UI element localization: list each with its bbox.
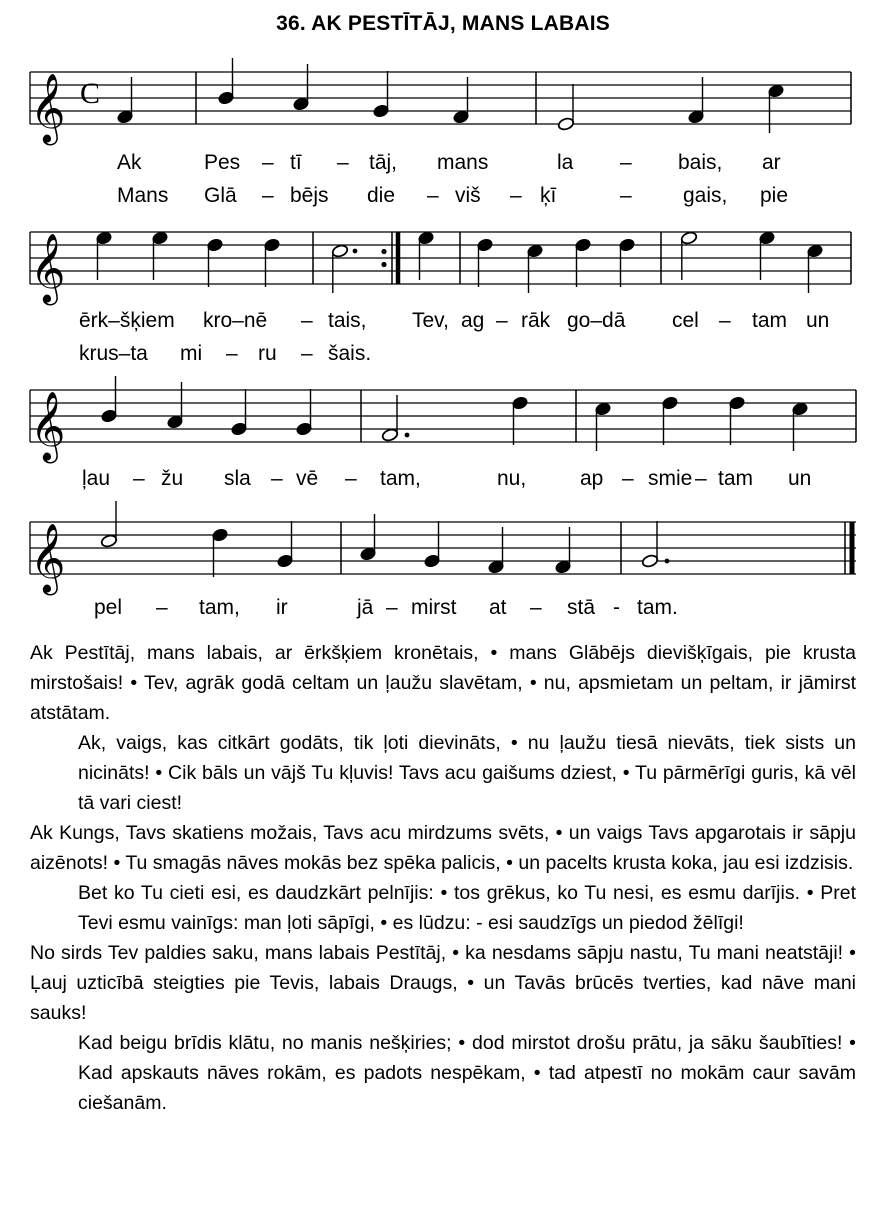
note [807,244,824,293]
note [680,231,698,280]
lyric-syllable: ērk–šķiem [79,309,175,332]
verse-6: Kad beigu brīdis klātu, no manis nešķiries; • dod mirstot drošu prātu, ja sāku šaubīties! • Kad apskauts nāves rokām, es padots nespēkam, • tad atpestī no mokām caur savām ciešanām. [78,1032,856,1114]
note [453,77,470,124]
verses [30,638,856,1118]
lyric-syllable: – [719,309,731,332]
notes [100,501,669,577]
note [424,521,441,568]
lyric-syllable: cel [672,309,699,332]
staff-lines [30,72,851,124]
note [96,231,113,280]
lyric-syllable: – [156,596,168,619]
staff-system-4 [0,500,886,600]
note [759,231,776,280]
note [207,238,224,287]
lyric-syllable: ap [580,467,604,490]
note [212,528,229,577]
note [360,514,377,561]
lyric-syllable: Tev, [412,309,449,332]
note [152,231,169,280]
lyric-syllable: – [386,596,398,619]
lyric-syllable: tam. [637,596,678,619]
lyric-syllable: Mans [117,184,169,207]
note [768,84,785,133]
lyric-line [0,184,886,210]
lyric-line [0,151,886,177]
note [477,238,494,287]
lyric-syllable: stā [567,596,596,619]
lyric-syllable: tī [290,151,302,174]
staff-system-2 [0,210,886,310]
staff-system-3 [0,368,886,468]
lyric-syllable: – [301,309,313,332]
note [662,396,679,445]
lyric-syllable: ru [258,342,277,365]
treble-clef-icon: 𝄞 [30,523,66,593]
lyric-syllable: - [613,596,620,619]
lyric-syllable: kro–nē [203,309,268,332]
lyric-syllable: die [367,184,396,207]
lyric-syllable: tam, [199,596,240,619]
notes [101,376,809,451]
lyric-syllable: – [337,151,349,174]
treble-clef-icon: 𝄞 [30,233,66,303]
note [641,521,669,568]
staff-system-1 [0,50,886,150]
lyric-syllable: rāk [521,309,551,332]
lyric-syllable: – [427,184,439,207]
lyric-syllable: at [489,596,507,619]
lyric-syllable: mi [180,342,203,365]
lyric-line [0,342,886,368]
lyric-syllable: nu, [497,467,527,490]
note [167,382,184,429]
staff-lines [30,522,856,574]
lyric-syllable: jā [357,596,374,619]
verse-1: Ak Pestītāj, mans labais, ar ērkšķiem kronētais, • mans Glābējs dievišķīgais, pie krusta mirstošais! • Tev, agrāk godā celtam un ļaužu slavētam, • nu, apsmietam un peltam, ir jāmirst atstātam. [30,642,856,724]
lyric-syllable: pie [760,184,789,207]
lyric-syllable: – [133,467,145,490]
lyric-syllable: – [271,467,283,490]
note [331,244,357,293]
lyric-syllable: – [262,184,274,207]
lyric-syllable: – [226,342,238,365]
verse-2: Ak, vaigs, kas citkārt godāts, tik ļoti dievināts, • nu ļaužu tiesā nievāts, tiek sists un nicināts! • Cik bāls un vājš Tu kļuvis! Tavs acu gaišums dziest, • Tu pārmērīgi guris, kā vēl tā vari ciest! [78,732,856,814]
lyric-syllable: tais, [328,309,367,332]
lyric-syllable: smie [648,467,693,490]
lyric-syllable: go–dā [567,309,626,332]
note [381,395,409,442]
lyric-syllable: krus–ta [79,342,148,365]
lyric-syllable: ķī [540,184,557,207]
lyric-syllable: tam, [380,467,421,490]
lyric-syllable: viš [455,184,481,207]
staff-lines [30,390,856,442]
lyric-syllable: – [262,151,274,174]
lyric-syllable: šais. [328,342,372,365]
note [555,527,572,574]
lyric-syllable: tam [752,309,788,332]
verse-4: Bet ko Tu cieti esi, es daudzkārt pelnījis: • tos grēkus, ko Tu nesi, es esmu darījis. • Pret Tevi esmu vainīgs: man ļoti sāpīgi, • es lūdzu: - esi saudzīgs un piedod žēlīgi! [78,882,856,934]
lyric-syllable: Glā [204,184,237,207]
lyric-syllable: – [695,467,707,490]
note [373,71,390,118]
lyric-syllable: mirst [411,596,457,619]
lyric-syllable: gais, [683,184,728,207]
lyric-syllable: tam [718,467,754,490]
note [100,501,118,548]
note [575,238,592,287]
lyric-line [0,596,886,622]
lyric-line [0,467,886,493]
hymn-title: 36. AK PESTĪTĀJ, MANS LABAIS [276,12,610,35]
note [527,244,544,293]
note [688,77,705,124]
note [277,521,294,568]
time-signature: C [80,77,101,110]
note [218,58,235,105]
lyric-syllable: – [510,184,522,207]
lyric-syllable: žu [161,467,184,490]
verse-5: No sirds Tev paldies saku, mans labais Pestītāj, • ka nesdams sāpju nastu, Tu mani neatstāji! • Ļauj uzticībā steigties pie Tevis, labais Draugs, • un Tavās brūcēs tverties, kad nāve mani sauks! [30,942,856,1024]
note [418,231,435,280]
note [557,84,575,131]
lyric-line [0,309,886,335]
lyric-syllable: – [622,467,634,490]
note [512,396,529,445]
note [117,77,134,124]
note [619,238,636,287]
lyric-syllable: Pes [204,151,241,174]
lyric-syllable: bējs [290,184,329,207]
lyric-syllable: – [301,342,313,365]
lyric-syllable: un [806,309,830,332]
lyric-syllable: – [530,596,542,619]
note [264,238,281,287]
lyric-syllable: – [496,309,508,332]
lyric-syllable: tāj, [369,151,398,174]
lyric-syllable: vē [296,467,319,490]
lyric-syllable: sla [224,467,251,490]
lyric-syllable: – [620,151,632,174]
note [595,402,612,451]
lyric-syllable: ir [276,596,288,619]
lyric-syllable: pel [94,596,123,619]
note [101,376,118,423]
lyric-syllable: un [788,467,812,490]
treble-clef-icon: 𝄞 [30,73,66,143]
lyric-syllable: ļau [82,467,111,490]
lyric-syllable: la [557,151,574,174]
lyric-syllable: – [345,467,357,490]
note [231,389,248,436]
note [293,64,310,111]
notes [117,58,785,133]
lyric-syllable: mans [437,151,489,174]
lyric-syllable: ag [461,309,485,332]
note [488,527,505,574]
note [296,389,313,436]
lyric-syllable: Ak [117,151,142,174]
lyric-syllable: ar [762,151,781,174]
lyric-syllable: – [620,184,632,207]
treble-clef-icon: 𝄞 [30,391,66,461]
note [792,402,809,451]
note [729,396,746,445]
verse-3: Ak Kungs, Tavs skatiens možais, Tavs acu mirdzums svēts, • un vaigs Tavs apgarotais ir sāpju aizēnots! • Tu smagās nāves mokās bez spēka palicis, • un pacelts krusta koka, jau esi izdzisis. [30,822,856,874]
lyric-syllable: bais, [678,151,723,174]
